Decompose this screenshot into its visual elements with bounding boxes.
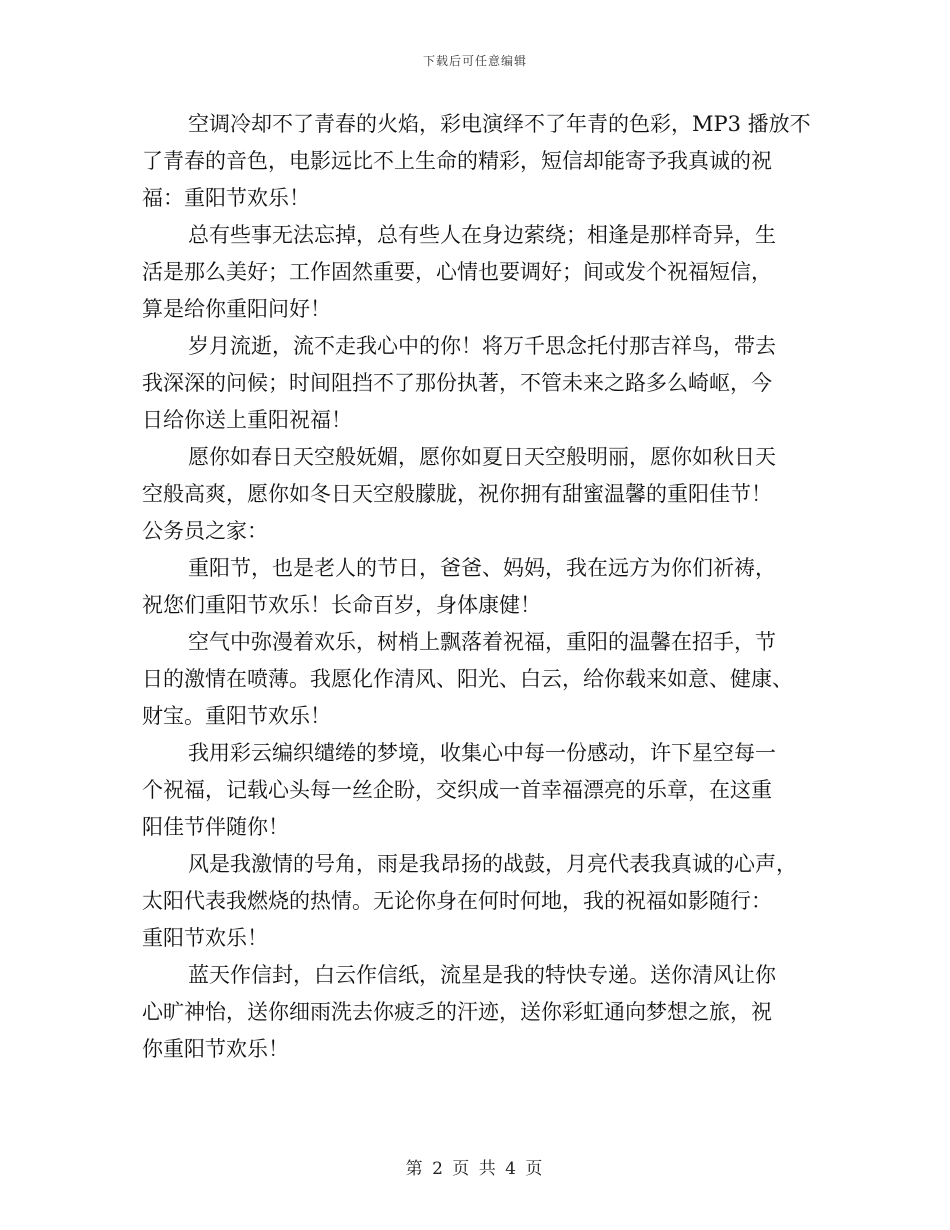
text-line: 风是我激情的号角，雨是我昂扬的战鼓，月亮代表我真诚的心声， [188, 852, 797, 876]
paragraph [142, 846, 812, 957]
text-line: 总有些事无法忘掉，总有些人在身边萦绕；相逢是那样奇异，生 [188, 223, 776, 247]
text-line: 愿你如春日天空般妩媚，愿你如夏日天空般明丽，愿你如秋日天 [188, 445, 776, 469]
text-line: 重阳节，也是老人的节日，爸爸、妈妈，我在远方为你们祈祷， [188, 556, 776, 580]
text-line: 空般高爽，愿你如冬日天空般朦胧，祝你拥有甜蜜温馨的重阳佳节！ [142, 482, 772, 506]
text-line: 我深深的问候；时间阻挡不了那份执著，不管未来之路多么崎岖，今 [142, 371, 772, 395]
paragraph [142, 624, 812, 735]
text-line: 阳佳节伴随你！ [142, 815, 289, 839]
text-line: 空气中弥漫着欢乐，树梢上飘落着祝福，重阳的温馨在招手，节 [188, 630, 776, 654]
text-line: 个祝福，记载心头每一丝企盼，交织成一首幸福漂亮的乐章，在这重 [142, 778, 772, 802]
paragraph [142, 513, 812, 550]
text-line: 公务员之家： [142, 519, 268, 543]
paragraph [142, 439, 812, 513]
text-line: 空调冷却不了青春的火焰，彩电演绎不了年青的色彩，MP3 播放不 [188, 112, 811, 136]
text-line: 财宝。重阳节欢乐！ [142, 704, 331, 728]
text-line: 算是给你重阳问好！ [142, 297, 331, 321]
text-line: 活是那么美好；工作固然重要，心情也要调好；间或发个祝福短信， [142, 260, 772, 284]
text-line: 日给你送上重阳祝福！ [142, 408, 352, 432]
text-line: 岁月流逝，流不走我心中的你！将万千思念托付那吉祥鸟，带去 [188, 334, 776, 358]
paragraph [142, 217, 812, 328]
text-line: 心旷神怡，送你细雨洗去你疲乏的汗迹，送你彩虹通向梦想之旅，祝 [142, 1000, 772, 1024]
text-line: 你重阳节欢乐！ [142, 1037, 289, 1061]
text-line: 重阳节欢乐！ [142, 926, 268, 950]
paragraph [142, 550, 812, 624]
paragraph [142, 735, 812, 846]
text-line: 福：重阳节欢乐！ [142, 186, 310, 210]
paragraph [142, 328, 812, 439]
paragraph [142, 106, 812, 217]
paragraph [142, 957, 812, 1068]
text-line: 我用彩云编织缱绻的梦境，收集心中每一份感动，许下星空每一 [188, 741, 776, 765]
text-line: 了青春的音色，电影远比不上生命的精彩，短信却能寄予我真诚的祝 [142, 149, 772, 173]
document-body [142, 106, 812, 1068]
page-number-footer: 第 2 页 共 4 页 [405, 1159, 545, 1179]
text-line: 日的激情在喷薄。我愿化作清风、阳光、白云，给你载来如意、健康、 [142, 667, 793, 691]
page-header: 下载后可任意编辑 [422, 54, 527, 68]
text-line: 太阳代表我燃烧的热情。无论你身在何时何地，我的祝福如影随行： [142, 889, 772, 913]
text-line: 祝您们重阳节欢乐！长命百岁，身体康健！ [142, 593, 541, 617]
text-line: 蓝天作信封，白云作信纸，流星是我的特快专递。送你清风让你 [188, 963, 776, 987]
